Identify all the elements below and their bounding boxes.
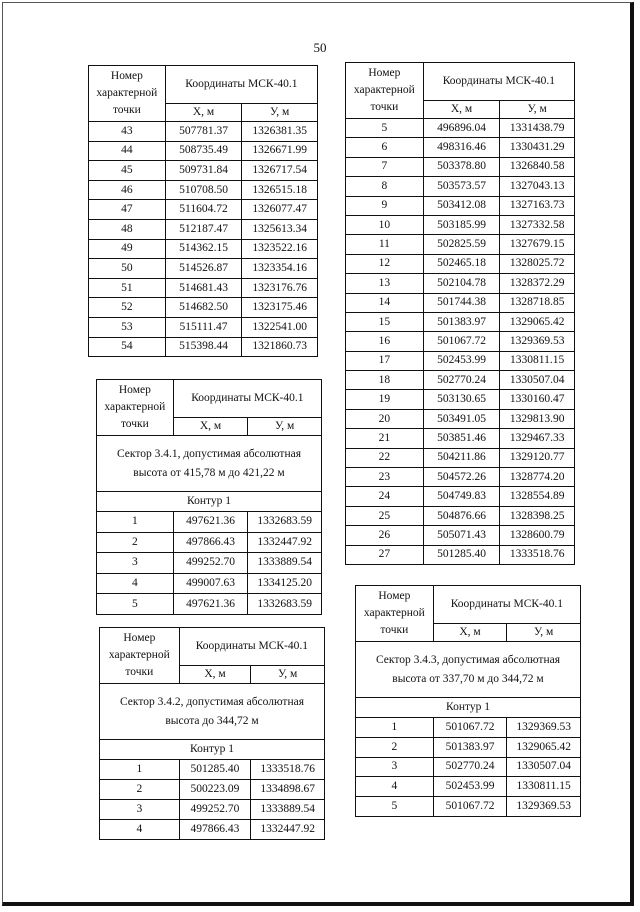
- x-coordinate-cell: 499252.70: [173, 553, 248, 574]
- x-coordinate-cell: 509731.84: [165, 161, 242, 181]
- y-coordinate-cell: 1328600.79: [500, 526, 575, 545]
- y-coordinate-cell: 1326717.54: [242, 161, 318, 181]
- table-row: [346, 351, 575, 370]
- x-coordinate-cell: 497621.36: [173, 512, 248, 533]
- x-coordinate-cell: 503491.05: [423, 409, 500, 428]
- y-coordinate-cell: 1333889.54: [251, 800, 325, 820]
- y-coordinate-cell: 1323522.16: [242, 239, 318, 259]
- point-number-cell: 15: [346, 312, 424, 331]
- point-number-cell: 19: [346, 390, 424, 409]
- x-coordinate-cell: 499252.70: [179, 800, 251, 820]
- x-coordinate-cell: 503412.08: [423, 196, 500, 215]
- y-coordinate-cell: 1327043.13: [500, 177, 575, 196]
- x-coordinate-cell: 512187.47: [165, 219, 242, 239]
- x-coordinate-cell: 502104.78: [423, 274, 500, 293]
- y-coordinate-cell: 1332683.59: [248, 512, 322, 533]
- table-row: [89, 180, 318, 200]
- point-number-cell: 6: [346, 138, 424, 157]
- y-coordinate-cell: 1329369.53: [500, 332, 575, 351]
- point-number-cell: 16: [346, 332, 424, 351]
- table-row: [89, 337, 318, 357]
- point-number-cell: 1: [100, 760, 180, 780]
- point-number-cell: 3: [100, 800, 180, 820]
- y-coordinate-cell: 1328372.29: [500, 274, 575, 293]
- point-number-cell: 24: [346, 487, 424, 506]
- header-point-number: Номер характерной точки: [89, 66, 166, 122]
- y-coordinate-cell: 1329065.42: [507, 737, 581, 757]
- x-coordinate-cell: 515111.47: [165, 317, 242, 337]
- table-row: [346, 312, 575, 331]
- point-number-cell: 4: [356, 777, 434, 797]
- header-point-number: Номер характерной точки: [356, 586, 434, 642]
- table-row: [97, 573, 322, 594]
- table-row: [346, 215, 575, 234]
- x-coordinate-cell: 501067.72: [433, 797, 507, 817]
- y-coordinate-cell: 1331438.79: [500, 119, 575, 138]
- table-row: [346, 506, 575, 525]
- x-coordinate-cell: 515398.44: [165, 337, 242, 357]
- x-coordinate-cell: 501285.40: [423, 545, 500, 564]
- y-coordinate-cell: 1323176.76: [242, 278, 318, 298]
- y-coordinate-cell: 1328774.20: [500, 468, 575, 487]
- x-coordinate-cell: 500223.09: [179, 780, 251, 800]
- point-number-cell: 1: [97, 512, 174, 533]
- table-row: [89, 239, 318, 259]
- table-row: [89, 141, 318, 161]
- point-number-cell: 25: [346, 506, 424, 525]
- table-row: [89, 161, 318, 181]
- x-coordinate-cell: 502770.24: [433, 757, 507, 777]
- y-coordinate-cell: 1325613.34: [242, 219, 318, 239]
- table-row: [346, 448, 575, 467]
- y-coordinate-cell: 1330507.04: [500, 371, 575, 390]
- table-row: [97, 594, 322, 615]
- table-row: [356, 757, 581, 777]
- header-y: У, м: [248, 418, 322, 436]
- point-number-cell: 5: [356, 797, 434, 817]
- y-coordinate-cell: 1329369.53: [507, 797, 581, 817]
- y-coordinate-cell: 1330160.47: [500, 390, 575, 409]
- header-coordinates: Координаты МСК-40.1: [165, 66, 317, 104]
- point-number-cell: 1: [356, 718, 434, 738]
- x-coordinate-cell: 499007.63: [173, 573, 248, 594]
- x-coordinate-cell: 503851.46: [423, 429, 500, 448]
- table-row: [89, 219, 318, 239]
- table-row: [346, 545, 575, 564]
- header-y: У, м: [251, 666, 325, 684]
- y-coordinate-cell: 1329369.53: [507, 718, 581, 738]
- y-coordinate-cell: 1326515.18: [242, 180, 318, 200]
- x-coordinate-cell: 504211.86: [423, 448, 500, 467]
- y-coordinate-cell: 1333889.54: [248, 553, 322, 574]
- table-row: [346, 371, 575, 390]
- table-row: [346, 487, 575, 506]
- y-coordinate-cell: 1326671.99: [242, 141, 318, 161]
- table-row: [356, 737, 581, 757]
- y-coordinate-cell: 1329120.77: [500, 448, 575, 467]
- table-row: [346, 274, 575, 293]
- y-coordinate-cell: 1328398.25: [500, 506, 575, 525]
- table-row: [346, 235, 575, 254]
- x-coordinate-cell: 514526.87: [165, 259, 242, 279]
- point-number-cell: 54: [89, 337, 166, 357]
- header-point-number: Номер характерной точки: [346, 63, 424, 119]
- y-coordinate-cell: 1326840.58: [500, 157, 575, 176]
- x-coordinate-cell: 501383.97: [433, 737, 507, 757]
- x-coordinate-cell: 510708.50: [165, 180, 242, 200]
- point-number-cell: 13: [346, 274, 424, 293]
- table-row: [89, 259, 318, 279]
- table-row: [346, 177, 575, 196]
- header-y: У, м: [500, 101, 575, 119]
- y-coordinate-cell: 1330811.15: [507, 777, 581, 797]
- header-coordinates: Координаты МСК-40.1: [179, 628, 324, 666]
- header-y: У, м: [507, 624, 581, 642]
- point-number-cell: 3: [356, 757, 434, 777]
- x-coordinate-cell: 504572.26: [423, 468, 500, 487]
- table-row: [346, 526, 575, 545]
- coordinates-table-top-right: [345, 62, 575, 565]
- x-coordinate-cell: 502825.59: [423, 235, 500, 254]
- point-number-cell: 9: [346, 196, 424, 215]
- contour-label: Контур 1: [100, 740, 325, 760]
- table-row: [346, 332, 575, 351]
- x-coordinate-cell: 514682.50: [165, 298, 242, 318]
- y-coordinate-cell: 1323175.46: [242, 298, 318, 318]
- point-number-cell: 5: [346, 119, 424, 138]
- point-number-cell: 21: [346, 429, 424, 448]
- point-number-cell: 5: [97, 594, 174, 615]
- y-coordinate-cell: 1328025.72: [500, 254, 575, 273]
- point-number-cell: 43: [89, 122, 166, 142]
- table-row: [346, 429, 575, 448]
- x-coordinate-cell: 504876.66: [423, 506, 500, 525]
- table-row: [346, 468, 575, 487]
- point-number-cell: 53: [89, 317, 166, 337]
- y-coordinate-cell: 1334898.67: [251, 780, 325, 800]
- table-row: [346, 409, 575, 428]
- table-row: [89, 122, 318, 142]
- x-coordinate-cell: 514362.15: [165, 239, 242, 259]
- point-number-cell: 44: [89, 141, 166, 161]
- x-coordinate-cell: 503185.99: [423, 215, 500, 234]
- point-number-cell: 11: [346, 235, 424, 254]
- x-coordinate-cell: 497621.36: [173, 594, 248, 615]
- point-number-cell: 18: [346, 371, 424, 390]
- table-row: [100, 780, 325, 800]
- header-x: X, м: [165, 104, 242, 122]
- y-coordinate-cell: 1329813.90: [500, 409, 575, 428]
- header-x: X, м: [179, 666, 251, 684]
- x-coordinate-cell: 507781.37: [165, 122, 242, 142]
- x-coordinate-cell: 503573.57: [423, 177, 500, 196]
- sector-label: Сектор 3.4.1, допустимая абсолютная высота от 415,78 м до 421,22 м: [97, 436, 322, 492]
- x-coordinate-cell: 496896.04: [423, 119, 500, 138]
- x-coordinate-cell: 501285.40: [179, 760, 251, 780]
- point-number-cell: 17: [346, 351, 424, 370]
- y-coordinate-cell: 1334125.20: [248, 573, 322, 594]
- table-row: [346, 157, 575, 176]
- x-coordinate-cell: 508735.49: [165, 141, 242, 161]
- table-row: [346, 138, 575, 157]
- page-number: 50: [313, 40, 327, 55]
- table-row: [97, 512, 322, 533]
- header-x: X, м: [173, 418, 248, 436]
- table-row: [356, 718, 581, 738]
- table-row: [346, 390, 575, 409]
- point-number-cell: 8: [346, 177, 424, 196]
- table-row: [97, 532, 322, 553]
- point-number-cell: 2: [356, 737, 434, 757]
- table-row: [89, 317, 318, 337]
- coordinates-table-top-left: [88, 65, 318, 357]
- table-row: [100, 820, 325, 840]
- point-number-cell: 26: [346, 526, 424, 545]
- y-coordinate-cell: 1327332.58: [500, 215, 575, 234]
- x-coordinate-cell: 505071.43: [423, 526, 500, 545]
- x-coordinate-cell: 501067.72: [433, 718, 507, 738]
- y-coordinate-cell: 1329467.33: [500, 429, 575, 448]
- point-number-cell: 10: [346, 215, 424, 234]
- header-x: X, м: [423, 101, 500, 119]
- contour-label: Контур 1: [97, 492, 322, 512]
- header-point-number: Номер характерной точки: [97, 380, 174, 436]
- x-coordinate-cell: 501744.38: [423, 293, 500, 312]
- y-coordinate-cell: 1328554.89: [500, 487, 575, 506]
- point-number-cell: 4: [100, 820, 180, 840]
- point-number-cell: 50: [89, 259, 166, 279]
- table-row: [356, 777, 581, 797]
- x-coordinate-cell: 511604.72: [165, 200, 242, 220]
- header-coordinates: Координаты МСК-40.1: [423, 63, 574, 101]
- header-point-number: Номер характерной точки: [100, 628, 180, 684]
- sector-label: Сектор 3.4.3, допустимая абсолютная высота от 337,70 м до 344,72 м: [356, 642, 581, 698]
- x-coordinate-cell: 501067.72: [423, 332, 500, 351]
- table-row: [100, 760, 325, 780]
- point-number-cell: 47: [89, 200, 166, 220]
- y-coordinate-cell: 1333518.76: [251, 760, 325, 780]
- x-coordinate-cell: 503130.65: [423, 390, 500, 409]
- point-number-cell: 52: [89, 298, 166, 318]
- point-number-cell: 27: [346, 545, 424, 564]
- y-coordinate-cell: 1328718.85: [500, 293, 575, 312]
- point-number-cell: 23: [346, 468, 424, 487]
- x-coordinate-cell: 502465.18: [423, 254, 500, 273]
- y-coordinate-cell: 1330507.04: [507, 757, 581, 777]
- coordinates-table-sector-3-4-2: [99, 627, 325, 840]
- contour-label: Контур 1: [356, 698, 581, 718]
- table-row: [89, 200, 318, 220]
- header-coordinates: Координаты МСК-40.1: [173, 380, 321, 418]
- y-coordinate-cell: 1332683.59: [248, 594, 322, 615]
- x-coordinate-cell: 502453.99: [433, 777, 507, 797]
- point-number-cell: 45: [89, 161, 166, 181]
- y-coordinate-cell: 1321860.73: [242, 337, 318, 357]
- point-number-cell: 12: [346, 254, 424, 273]
- table-row: [89, 298, 318, 318]
- y-coordinate-cell: 1326077.47: [242, 200, 318, 220]
- point-number-cell: 48: [89, 219, 166, 239]
- y-coordinate-cell: 1327163.73: [500, 196, 575, 215]
- point-number-cell: 2: [97, 532, 174, 553]
- coordinates-table-sector-3-4-3: [355, 585, 581, 817]
- header-x: X, м: [433, 624, 507, 642]
- point-number-cell: 51: [89, 278, 166, 298]
- header-y: У, м: [242, 104, 318, 122]
- x-coordinate-cell: 502770.24: [423, 371, 500, 390]
- point-number-cell: 49: [89, 239, 166, 259]
- y-coordinate-cell: 1330431.29: [500, 138, 575, 157]
- point-number-cell: 20: [346, 409, 424, 428]
- table-row: [346, 254, 575, 273]
- x-coordinate-cell: 497866.43: [179, 820, 251, 840]
- point-number-cell: 46: [89, 180, 166, 200]
- y-coordinate-cell: 1330811.15: [500, 351, 575, 370]
- point-number-cell: 2: [100, 780, 180, 800]
- header-coordinates: Координаты МСК-40.1: [433, 586, 580, 624]
- y-coordinate-cell: 1322541.00: [242, 317, 318, 337]
- y-coordinate-cell: 1327679.15: [500, 235, 575, 254]
- y-coordinate-cell: 1329065.42: [500, 312, 575, 331]
- x-coordinate-cell: 514681.43: [165, 278, 242, 298]
- y-coordinate-cell: 1323354.16: [242, 259, 318, 279]
- x-coordinate-cell: 497866.43: [173, 532, 248, 553]
- x-coordinate-cell: 498316.46: [423, 138, 500, 157]
- coordinates-table-sector-3-4-1: [96, 379, 322, 615]
- point-number-cell: 4: [97, 573, 174, 594]
- x-coordinate-cell: 501383.97: [423, 312, 500, 331]
- table-row: [356, 797, 581, 817]
- sector-label: Сектор 3.4.2, допустимая абсолютная высота до 344,72 м: [100, 684, 325, 740]
- x-coordinate-cell: 504749.83: [423, 487, 500, 506]
- point-number-cell: 3: [97, 553, 174, 574]
- table-row: [89, 278, 318, 298]
- x-coordinate-cell: 503378.80: [423, 157, 500, 176]
- y-coordinate-cell: 1332447.92: [251, 820, 325, 840]
- table-row: [346, 293, 575, 312]
- table-row: [346, 196, 575, 215]
- point-number-cell: 14: [346, 293, 424, 312]
- y-coordinate-cell: 1333518.76: [500, 545, 575, 564]
- table-row: [346, 119, 575, 138]
- point-number-cell: 22: [346, 448, 424, 467]
- table-row: [100, 800, 325, 820]
- y-coordinate-cell: 1326381.35: [242, 122, 318, 142]
- y-coordinate-cell: 1332447.92: [248, 532, 322, 553]
- point-number-cell: 7: [346, 157, 424, 176]
- table-row: [97, 553, 322, 574]
- x-coordinate-cell: 502453.99: [423, 351, 500, 370]
